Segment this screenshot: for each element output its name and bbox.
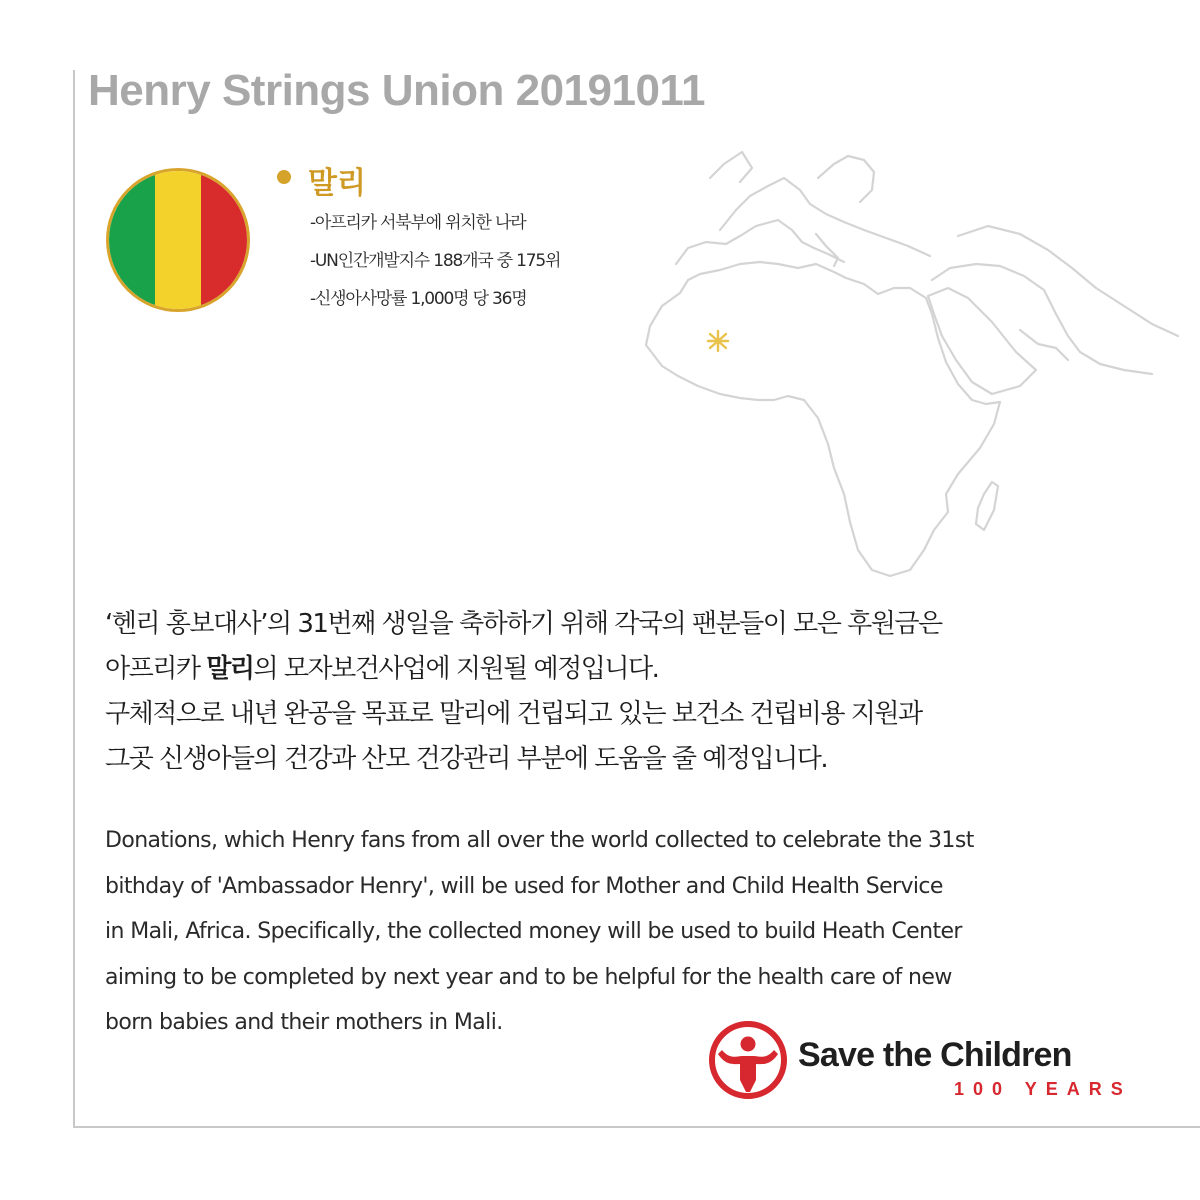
page-title: Henry Strings Union 20191011 — [88, 66, 705, 115]
country-name: 말리 — [308, 166, 366, 201]
bullet-icon — [277, 170, 291, 184]
africa-coastline — [646, 262, 1000, 576]
logo-tagline: 100 YEARS — [954, 1079, 1132, 1099]
arabian-peninsula — [928, 288, 1036, 394]
english-line-2: bithday of 'Ambassador Henry', will be used for Mother and Child Health Service — [105, 873, 943, 899]
europe-north — [710, 152, 752, 182]
korean-line-2 — [105, 647, 1115, 692]
fact-location: -아프리카 서북부에 위치한 나라 — [310, 213, 526, 233]
logo-brand-name: Save the Children — [798, 1036, 1072, 1074]
english-line-4: aiming to be completed by next year and to be helpful for the health care of new — [105, 964, 952, 990]
mali-marker-icon — [708, 331, 728, 351]
persian-gulf — [1020, 330, 1068, 360]
frame-left-border — [73, 70, 75, 1128]
english-description — [105, 818, 1085, 1046]
flag-band-green — [109, 171, 155, 309]
scandinavia — [818, 156, 874, 202]
africa-outline-map-icon — [628, 138, 1200, 585]
europe-coast — [676, 220, 844, 264]
child-figure-icon — [708, 1020, 788, 1100]
korean-line-3: 구체적으로 내년 완공을 목표로 말리에 건립되고 있는 보건소 건립비용 지원과 — [105, 699, 922, 729]
save-the-children-logo — [708, 1020, 1136, 1110]
english-line-1: Donations, which Henry fans from all over the world collected to celebrate the 31st — [105, 828, 974, 853]
madagascar — [976, 482, 998, 530]
english-line-3: in Mali, Africa. Specifically, the collected money will be used to build Heath Center — [105, 919, 962, 944]
flag-band-yellow — [155, 171, 201, 309]
korean-line-1: ‘헨리 홍보대사’의 31번째 생일을 축하하기 위해 각국의 팬분들이 모은 후원금은 — [105, 609, 942, 639]
mali-flag-icon — [106, 168, 250, 312]
korean-line-2-start: 아프리카 — [105, 654, 207, 684]
flag-band-red — [201, 171, 247, 309]
country-facts-list — [310, 212, 560, 326]
middle-east-coast — [932, 264, 1152, 374]
korean-country-highlight: 말리 — [206, 654, 254, 684]
korean-description — [105, 602, 1115, 782]
korean-line-2-end: 의 모자보건사업에 지원될 예정입니다. — [253, 654, 659, 684]
fact-hdi-rank: -UN인간개발지수 188개국 중 175위 — [310, 251, 561, 271]
fact-infant-mortality: -신생아사망률 1,000명 당 36명 — [310, 289, 527, 309]
korean-line-4: 그곳 신생아들의 건강과 산모 건강관리 부분에 도움을 줄 예정입니다. — [105, 744, 828, 774]
frame-bottom-border — [73, 1126, 1200, 1128]
english-line-5: born babies and their mothers in Mali. — [105, 1010, 503, 1035]
